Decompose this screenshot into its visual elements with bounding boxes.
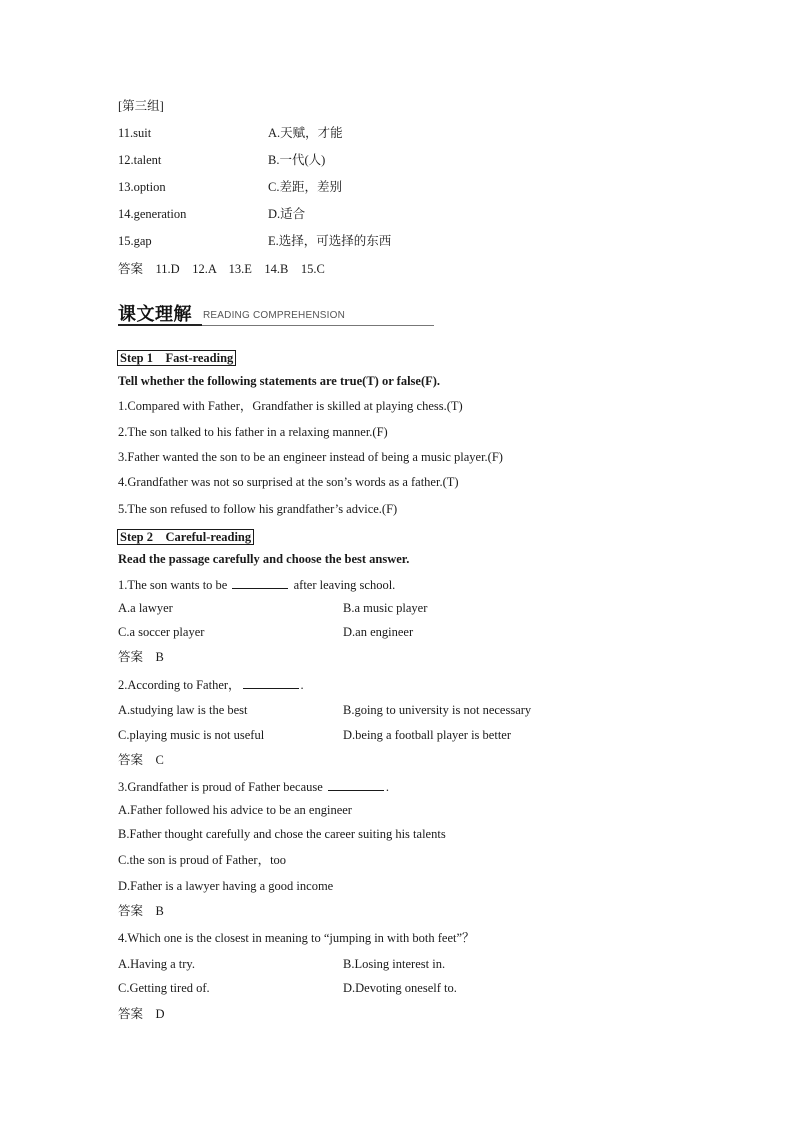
- answer: 答案 B: [118, 650, 164, 664]
- section-title: [118, 298, 434, 328]
- option: C.the son is proud of Father，too: [118, 853, 287, 867]
- answer-blank: [243, 676, 299, 689]
- option: B.Losing interest in.: [343, 957, 446, 971]
- section-title-en: READING COMPREHENSION: [203, 310, 345, 321]
- section-rule-accent: [118, 324, 202, 326]
- option: D.Father is a lawyer having a good income: [118, 879, 334, 893]
- answer-blank: [232, 576, 288, 589]
- vocab-term: 12.talent: [118, 153, 162, 167]
- option: D.an engineer: [343, 625, 414, 639]
- option: B.going to university is not necessary: [343, 703, 532, 717]
- statement: 4.Grandfather was not so surprised at the son’s words as a father.(T): [118, 475, 459, 489]
- question-3: 3.Grandfather is proud of Father because .: [118, 780, 390, 794]
- option: C.Getting tired of.: [118, 981, 210, 995]
- question-4: 4.Which one is the closest in meaning to “jumping in with both feet”？: [118, 931, 475, 945]
- step1-instruction: Tell whether the following statements are true(T) or false(F).: [118, 374, 441, 388]
- statement: 1.Compared with Father，Grandfather is skilled at playing chess.(T): [118, 399, 463, 413]
- option: D.Devoting oneself to.: [343, 981, 457, 995]
- step2-label: Step 2 Careful-reading: [117, 529, 254, 545]
- group-answer: 答案 11.D 12.A 13.E 14.B 15.C: [118, 262, 325, 276]
- vocab-definition: A.天赋，才能: [268, 126, 343, 140]
- statement: 3.Father wanted the son to be an engineer instead of being a music player.(F): [118, 450, 503, 464]
- statement: 2.The son talked to his father in a relaxing manner.(F): [118, 425, 388, 439]
- vocab-term: 11.suit: [118, 126, 152, 140]
- answer-blank: [328, 778, 384, 791]
- option: A.a lawyer: [118, 601, 173, 615]
- vocab-term: 14.generation: [118, 207, 187, 221]
- option: C.playing music is not useful: [118, 728, 265, 742]
- question-1: 1.The son wants to be after leaving school.: [118, 578, 396, 592]
- option: B.Father thought carefully and chose the career suiting his talents: [118, 827, 446, 841]
- vocab-definition: C.差距，差别: [268, 180, 342, 194]
- option: A.Having a try.: [118, 957, 195, 971]
- question-2: 2.According to Father， .: [118, 678, 304, 692]
- option: B.a music player: [343, 601, 428, 615]
- vocab-definition: E.选择，可选择的东西: [268, 234, 392, 248]
- option: A.Father followed his advice to be an engineer: [118, 803, 352, 817]
- vocab-term: 15.gap: [118, 234, 152, 248]
- vocab-definition: B.一代(人): [268, 153, 326, 167]
- step2-instruction: Read the passage carefully and choose the best answer.: [118, 552, 410, 566]
- statement: 5.The son refused to follow his grandfather’s advice.(F): [118, 502, 398, 516]
- vocab-term: 13.option: [118, 180, 166, 194]
- option: A.studying law is the best: [118, 703, 248, 717]
- section-title-cn: 课文理解: [118, 304, 192, 325]
- answer: 答案 D: [118, 1007, 165, 1021]
- group-heading: [第三组]: [118, 99, 164, 113]
- option: C.a soccer player: [118, 625, 205, 639]
- step1-label: Step 1 Fast-reading: [117, 350, 236, 366]
- answer: 答案 C: [118, 753, 164, 767]
- option: D.being a football player is better: [343, 728, 511, 742]
- answer: 答案 B: [118, 904, 164, 918]
- vocab-definition: D.适合: [268, 207, 306, 221]
